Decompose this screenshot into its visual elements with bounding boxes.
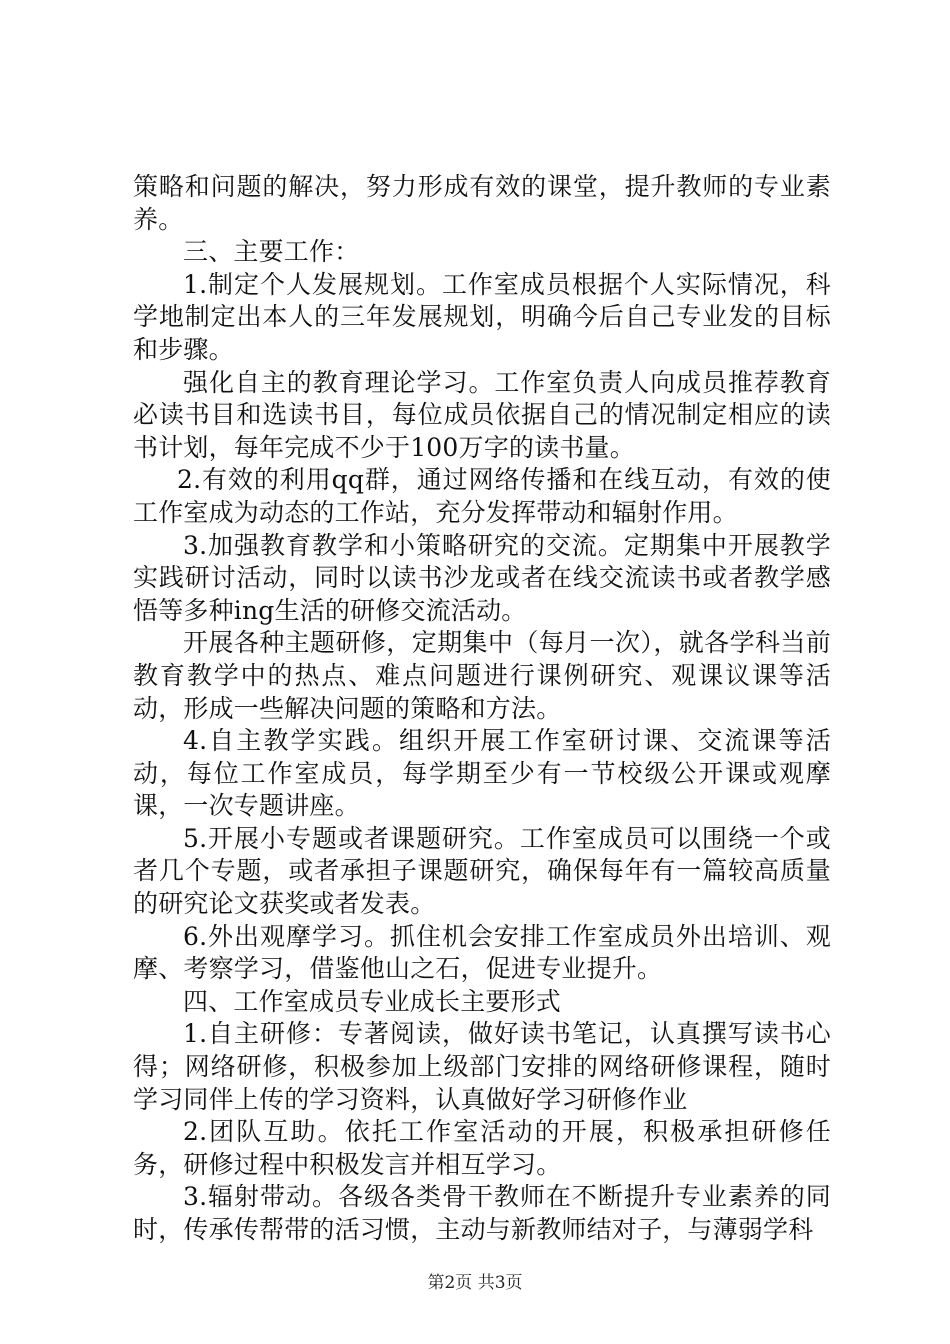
paragraph-reading: 强化自主的教育理论学习。工作室负责人向成员推荐教育必读书目和选读书目，每位成员依据自己的情况制定相应的读书计划，每年完成不少于100万字的读书量。 — [133, 367, 831, 462]
paragraph-item-3: 3.加强教育教学和小策略研究的交流。定期集中开展教学实践研讨活动，同时以读书沙龙或者在线交流读书或者教学感悟等多种ing生活的研修交流活动。 — [133, 530, 831, 625]
paragraph-growth-3: 3.辐射带动。各级各类骨干教师在不断提升专业素养的同时，传承传帮带的活习惯，主动与新教师结对子，与薄弱学科 — [133, 1182, 831, 1244]
paragraph-item-4: 4.自主教学实践。组织开展工作室研讨课、交流课等活动，每位工作室成员，每学期至少有一节校级公开课或观摩课，一次专题讲座。 — [133, 726, 831, 821]
section-heading-main-work: 三、主要工作： — [183, 237, 360, 267]
paragraph-growth-2: 2.团队互助。依托工作室活动的开展，积极承担研修任务，研修过程中积极发言并相互学习。 — [133, 1117, 831, 1179]
paragraph-item-5: 5.开展小专题或者课题研究。工作室成员可以围绕一个或者几个专题，或者承担子课题研究，确保每年有一篇较高质量的研究论文获奖或者发表。 — [133, 823, 831, 919]
paragraph-item-2: 2.有效的利用qq群，通过网络传播和在线互动，有效的使工作室成为动态的工作站，充分发挥带动和辐射作用。 — [133, 465, 831, 527]
section-heading-growth: 四、工作室成员专业成长主要形式 — [183, 986, 562, 1016]
paragraph-item-6: 6.外出观摩学习。抓住机会安排工作室成员外出培训、观摩、考察学习，借鉴他山之石，促进专业提升。 — [133, 921, 831, 984]
page-number-footer: 第2页 共3页 — [427, 1273, 523, 1293]
paragraph-continuation: 策略和问题的解决，努力形成有效的课堂，提升教师的专业素养。 — [133, 172, 831, 234]
paragraph-themes: 开展各种主题研修，定期集中（每月一次），就各学科当前教育教学中的热点、难点问题进行课例研究、观课议课等活动，形成一些解决问题的策略和方法。 — [133, 628, 831, 723]
document-body — [133, 171, 831, 1247]
paragraph-item-1: 1.制定个人发展规划。工作室成员根据个人实际情况，科学地制定出本人的三年发展规划，明确今后自己专业发的目标和步骤。 — [133, 269, 831, 364]
paragraph-growth-1: 1.自主研修：专著阅读，做好读书笔记，认真撰写读书心得；网络研修，积极参加上级部门安排的网络研修课程，随时学习同伴上传的学习资料，认真做好学习研修作业 — [133, 1019, 831, 1114]
